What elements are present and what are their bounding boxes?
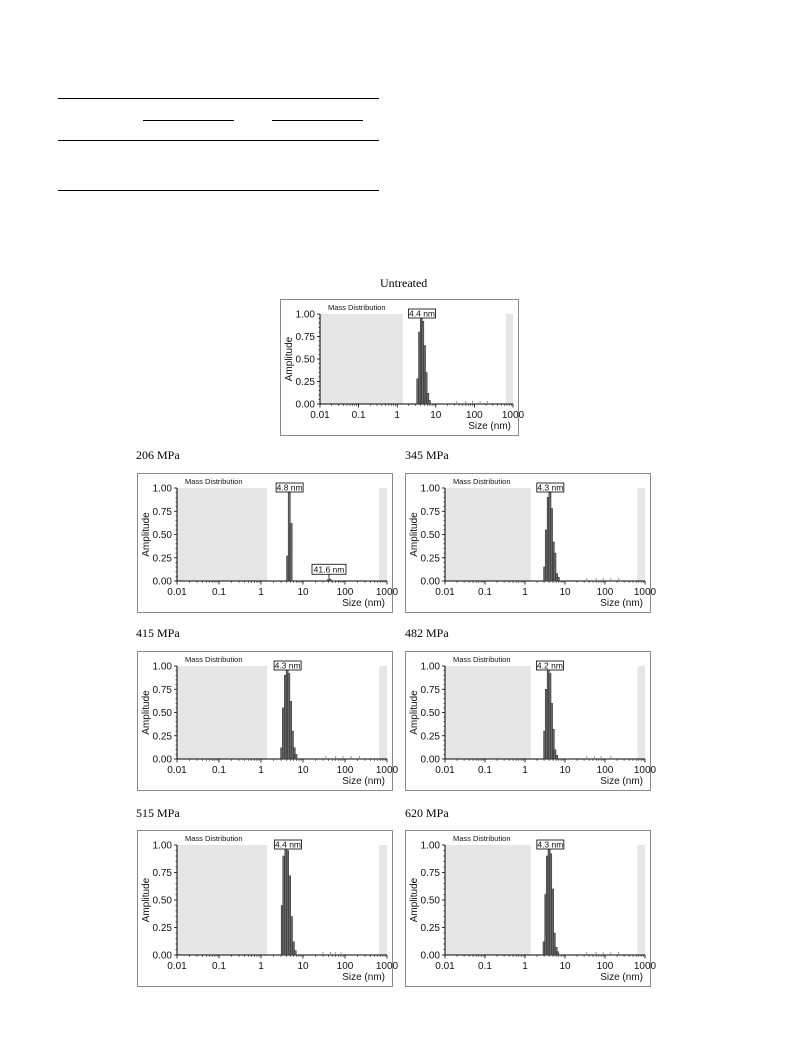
distribution-bar <box>295 754 297 759</box>
x-tick-label: 1 <box>258 765 264 776</box>
x-tick-label: 1000 <box>375 961 399 972</box>
x-tick-label: 100 <box>596 587 614 598</box>
y-tick-label: 0.50 <box>295 354 315 366</box>
y-tick-label: 0.75 <box>420 868 440 879</box>
x-axis-label: Size (nm) <box>600 972 643 983</box>
y-axis-label: Amplitude <box>141 512 152 557</box>
x-tick-label: 1000 <box>633 961 657 972</box>
peak-label: 4.8 nm <box>276 482 303 493</box>
x-axis-label: Size (nm) <box>342 598 385 609</box>
distribution-bar <box>294 951 296 955</box>
chart-515-mpa <box>137 830 399 987</box>
panel-label-untreated: Untreated <box>380 276 428 290</box>
x-tick-label: 1000 <box>501 410 525 421</box>
y-tick-label: 1.00 <box>295 309 315 321</box>
y-axis-label: Amplitude <box>409 877 420 923</box>
y-tick-label: 0.00 <box>420 754 440 766</box>
y-tick-label: 0.25 <box>295 377 315 388</box>
y-tick-label: 0.50 <box>152 530 172 541</box>
y-tick-label: 0.25 <box>420 731 440 743</box>
peak-label: 4.2 nm <box>536 660 563 671</box>
y-tick-label: 0.75 <box>152 684 172 696</box>
chart-title: Mass Distribution <box>453 834 511 843</box>
y-tick-label: 1.00 <box>152 661 172 673</box>
y-tick-label: 0.75 <box>295 332 315 343</box>
x-tick-label: 100 <box>336 765 354 776</box>
y-tick-label: 0.75 <box>152 506 172 518</box>
x-tick-label: 0.01 <box>435 587 455 598</box>
y-tick-label: 0.50 <box>152 708 172 719</box>
chart-title: Mass Distribution <box>453 477 511 486</box>
panel-label-206: 206 MPa <box>136 448 180 462</box>
x-tick-label: 10 <box>297 765 309 776</box>
y-tick-label: 0.75 <box>152 868 172 879</box>
shaded-region-high <box>638 845 645 955</box>
y-tick-label: 0.50 <box>152 895 172 907</box>
y-tick-label: 0.00 <box>152 950 172 962</box>
x-tick-label: 10 <box>559 961 571 972</box>
shaded-region-low <box>177 488 267 581</box>
shaded-region-high <box>379 845 387 955</box>
chart-415-mpa <box>137 651 399 791</box>
y-tick-label: 0.25 <box>420 923 440 934</box>
y-axis-label: Amplitude <box>409 512 420 557</box>
shaded-region-high <box>506 314 513 404</box>
peak-label: 4.3 nm <box>537 839 564 850</box>
panel-label-415: 415 MPa <box>136 626 180 640</box>
table-rule-sub-2 <box>272 120 363 121</box>
y-axis-label: Amplitude <box>409 690 420 735</box>
x-axis-label: Size (nm) <box>600 598 643 609</box>
distribution-bar <box>557 577 559 581</box>
y-tick-label: 0.25 <box>152 731 172 743</box>
x-tick-label: 100 <box>466 410 483 421</box>
chart-untreated <box>280 299 525 436</box>
panel-label-620: 620 MPa <box>405 806 449 820</box>
x-tick-label: 1000 <box>633 765 657 776</box>
panel-label-482: 482 MPa <box>405 626 449 640</box>
peak-label: 4.3 nm <box>274 660 301 671</box>
chart-title: Mass Distribution <box>185 834 243 843</box>
x-tick-label: 1 <box>394 410 400 421</box>
distribution-bar <box>556 755 558 759</box>
chart-620-mpa <box>405 830 657 987</box>
y-tick-label: 0.25 <box>420 553 440 565</box>
x-tick-label: 0.01 <box>167 587 187 598</box>
x-tick-label: 0.01 <box>167 765 187 776</box>
distribution-bar <box>557 952 559 955</box>
x-tick-label: 0.01 <box>310 410 330 421</box>
y-tick-label: 0.50 <box>420 895 440 907</box>
x-tick-label: 1000 <box>633 587 657 598</box>
y-tick-label: 0.75 <box>420 684 440 696</box>
x-tick-label: 1 <box>522 587 528 598</box>
shaded-region-high <box>638 488 645 581</box>
x-tick-label: 1 <box>522 961 528 972</box>
x-tick-label: 0.1 <box>212 961 226 972</box>
shaded-region-low <box>177 845 267 955</box>
x-tick-label: 0.1 <box>478 765 492 776</box>
x-tick-label: 100 <box>336 587 354 598</box>
y-tick-label: 0.00 <box>152 754 172 766</box>
peak-label: 4.4 nm <box>275 839 302 850</box>
x-tick-label: 0.1 <box>478 587 492 598</box>
y-tick-label: 0.25 <box>152 553 172 565</box>
chart-482-mpa <box>405 651 657 791</box>
x-tick-label: 0.01 <box>435 765 455 776</box>
shaded-region-high <box>379 666 387 759</box>
shaded-region-low <box>445 666 531 759</box>
chart-206-mpa <box>137 473 399 613</box>
x-tick-label: 0.01 <box>167 961 187 972</box>
x-axis-label: Size (nm) <box>342 776 385 787</box>
x-tick-label: 10 <box>297 587 309 598</box>
x-tick-label: 100 <box>336 961 354 972</box>
y-tick-label: 1.00 <box>152 840 172 852</box>
panel-label-345: 345 MPa <box>405 448 449 462</box>
table-rule-mid <box>58 140 379 141</box>
y-tick-label: 0.00 <box>420 576 440 588</box>
chart-title: Mass Distribution <box>185 655 243 664</box>
chart-title: Mass Distribution <box>453 655 511 664</box>
chart-title: Mass Distribution <box>328 303 386 312</box>
peak-label: 4.3 nm <box>537 482 564 493</box>
x-tick-label: 10 <box>297 961 309 972</box>
x-tick-label: 0.1 <box>478 961 492 972</box>
shaded-region-low <box>445 845 531 955</box>
x-tick-label: 1 <box>258 961 264 972</box>
x-axis-label: Size (nm) <box>342 972 385 983</box>
peak-label: 41.6 nm <box>313 564 345 575</box>
x-tick-label: 0.1 <box>212 765 226 776</box>
x-tick-label: 0.1 <box>351 410 366 421</box>
y-axis-label: Amplitude <box>141 877 152 923</box>
shaded-region-low <box>177 666 267 759</box>
y-tick-label: 1.00 <box>152 483 172 495</box>
y-tick-label: 0.50 <box>420 530 440 541</box>
x-tick-label: 10 <box>430 410 442 421</box>
chart-345-mpa <box>405 473 657 613</box>
x-tick-label: 0.01 <box>435 961 455 972</box>
y-tick-label: 1.00 <box>420 840 440 852</box>
y-tick-label: 0.75 <box>420 506 440 518</box>
x-tick-label: 1000 <box>375 765 399 776</box>
y-axis-label: Amplitude <box>284 336 295 382</box>
x-tick-label: 1 <box>258 587 264 598</box>
distribution-bar <box>290 523 292 581</box>
shaded-region-low <box>320 314 403 404</box>
distribution-bar <box>428 400 430 404</box>
x-tick-label: 10 <box>559 765 571 776</box>
y-axis-label: Amplitude <box>141 690 152 735</box>
shaded-region-high <box>379 488 387 581</box>
panel-label-515: 515 MPa <box>136 806 180 820</box>
y-tick-label: 1.00 <box>420 483 440 495</box>
x-tick-label: 10 <box>559 587 571 598</box>
distribution-bar <box>329 579 331 581</box>
table-rule-top <box>58 98 379 99</box>
x-axis-label: Size (nm) <box>468 421 511 432</box>
shaded-region-low <box>445 488 531 581</box>
x-tick-label: 0.1 <box>212 587 226 598</box>
y-tick-label: 0.25 <box>152 923 172 934</box>
table-rule-sub-1 <box>143 120 234 121</box>
x-tick-label: 1 <box>522 765 528 776</box>
y-tick-label: 0.00 <box>152 576 172 588</box>
x-tick-label: 1000 <box>375 587 399 598</box>
y-tick-label: 0.00 <box>295 399 315 411</box>
x-tick-label: 100 <box>596 765 614 776</box>
chart-title: Mass Distribution <box>185 477 243 486</box>
x-tick-label: 100 <box>596 961 614 972</box>
y-tick-label: 1.00 <box>420 661 440 673</box>
peak-label: 4.4 nm <box>409 308 436 319</box>
y-tick-label: 0.00 <box>420 950 440 962</box>
x-axis-label: Size (nm) <box>600 776 643 787</box>
shaded-region-high <box>638 666 645 759</box>
y-tick-label: 0.50 <box>420 708 440 719</box>
table-rule-bottom <box>58 190 379 191</box>
